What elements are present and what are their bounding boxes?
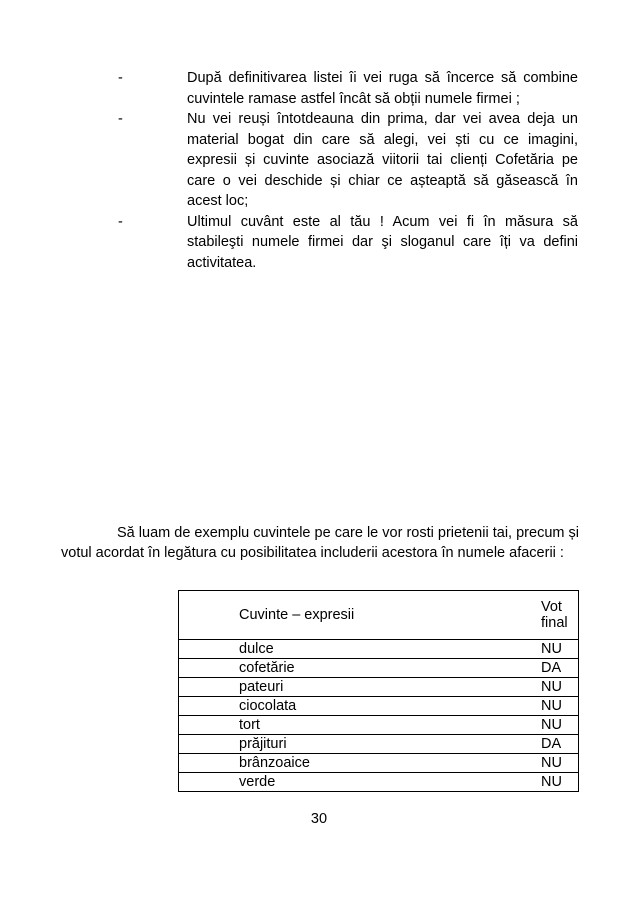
vote-cell: NU bbox=[479, 716, 579, 735]
vote-cell: NU bbox=[479, 773, 579, 792]
table-row bbox=[179, 773, 579, 792]
vote-cell: NU bbox=[479, 678, 579, 697]
table-row bbox=[179, 678, 579, 697]
word-cell: tort bbox=[179, 716, 480, 735]
vote-cell: DA bbox=[479, 659, 579, 678]
word-vote-table bbox=[178, 590, 579, 792]
intro-paragraph: Să luam de exemplu cuvintele pe care le vor rosti prietenii tai, precum și votul acordat în legătura cu posibilitatea includerii acestora în numele afacerii : bbox=[61, 524, 579, 561]
table-row bbox=[179, 640, 579, 659]
bullet-text: După definitivarea listei îi vei ruga să încerce să combine cuvintele ramase astfel încât să obții numele firmei ; bbox=[187, 70, 578, 107]
word-cell: dulce bbox=[179, 640, 480, 659]
table-header-row bbox=[179, 591, 579, 640]
bullet-marker: - bbox=[118, 111, 123, 127]
word-cell: brânzoaice bbox=[179, 754, 480, 773]
vote-cell: NU bbox=[479, 697, 579, 716]
bullet-text: Ultimul cuvânt este al tău ! Acum vei fi în măsura să stabileşti numele firmei dar şi sloganul care îți va defini activitatea. bbox=[187, 213, 578, 271]
word-cell: prăjituri bbox=[179, 735, 480, 754]
table-row bbox=[179, 697, 579, 716]
bullet-list bbox=[0, 68, 638, 273]
table-row bbox=[179, 659, 579, 678]
column-header-vote: Vot final bbox=[479, 591, 579, 640]
word-cell: cofetărie bbox=[179, 659, 480, 678]
bullet-text: Nu vei reuși întotdeauna din prima, dar vei avea deja un material bogat din care să alegi, vei ști cu ce imagini, expresii și cuvinte asociază viitorii tai clienți Cofetăria pe care o vei deschide și chiar ce așteaptă să găsească în acest loc; bbox=[187, 111, 578, 209]
bullet-marker: - bbox=[118, 213, 123, 230]
vote-cell: DA bbox=[479, 735, 579, 754]
table-row bbox=[179, 754, 579, 773]
page-number: 30 bbox=[310, 811, 328, 827]
word-cell: ciocolata bbox=[179, 697, 480, 716]
word-cell: verde bbox=[179, 773, 480, 792]
bullet-item bbox=[0, 68, 638, 109]
bullet-item bbox=[0, 212, 638, 274]
table-row bbox=[179, 735, 579, 754]
bullet-marker: - bbox=[118, 70, 123, 86]
vote-cell: NU bbox=[479, 640, 579, 659]
bullet-item bbox=[0, 109, 638, 212]
word-cell: pateuri bbox=[179, 678, 480, 697]
vote-cell: NU bbox=[479, 754, 579, 773]
table-row bbox=[179, 716, 579, 735]
column-header-words: Cuvinte – expresii bbox=[179, 591, 480, 640]
